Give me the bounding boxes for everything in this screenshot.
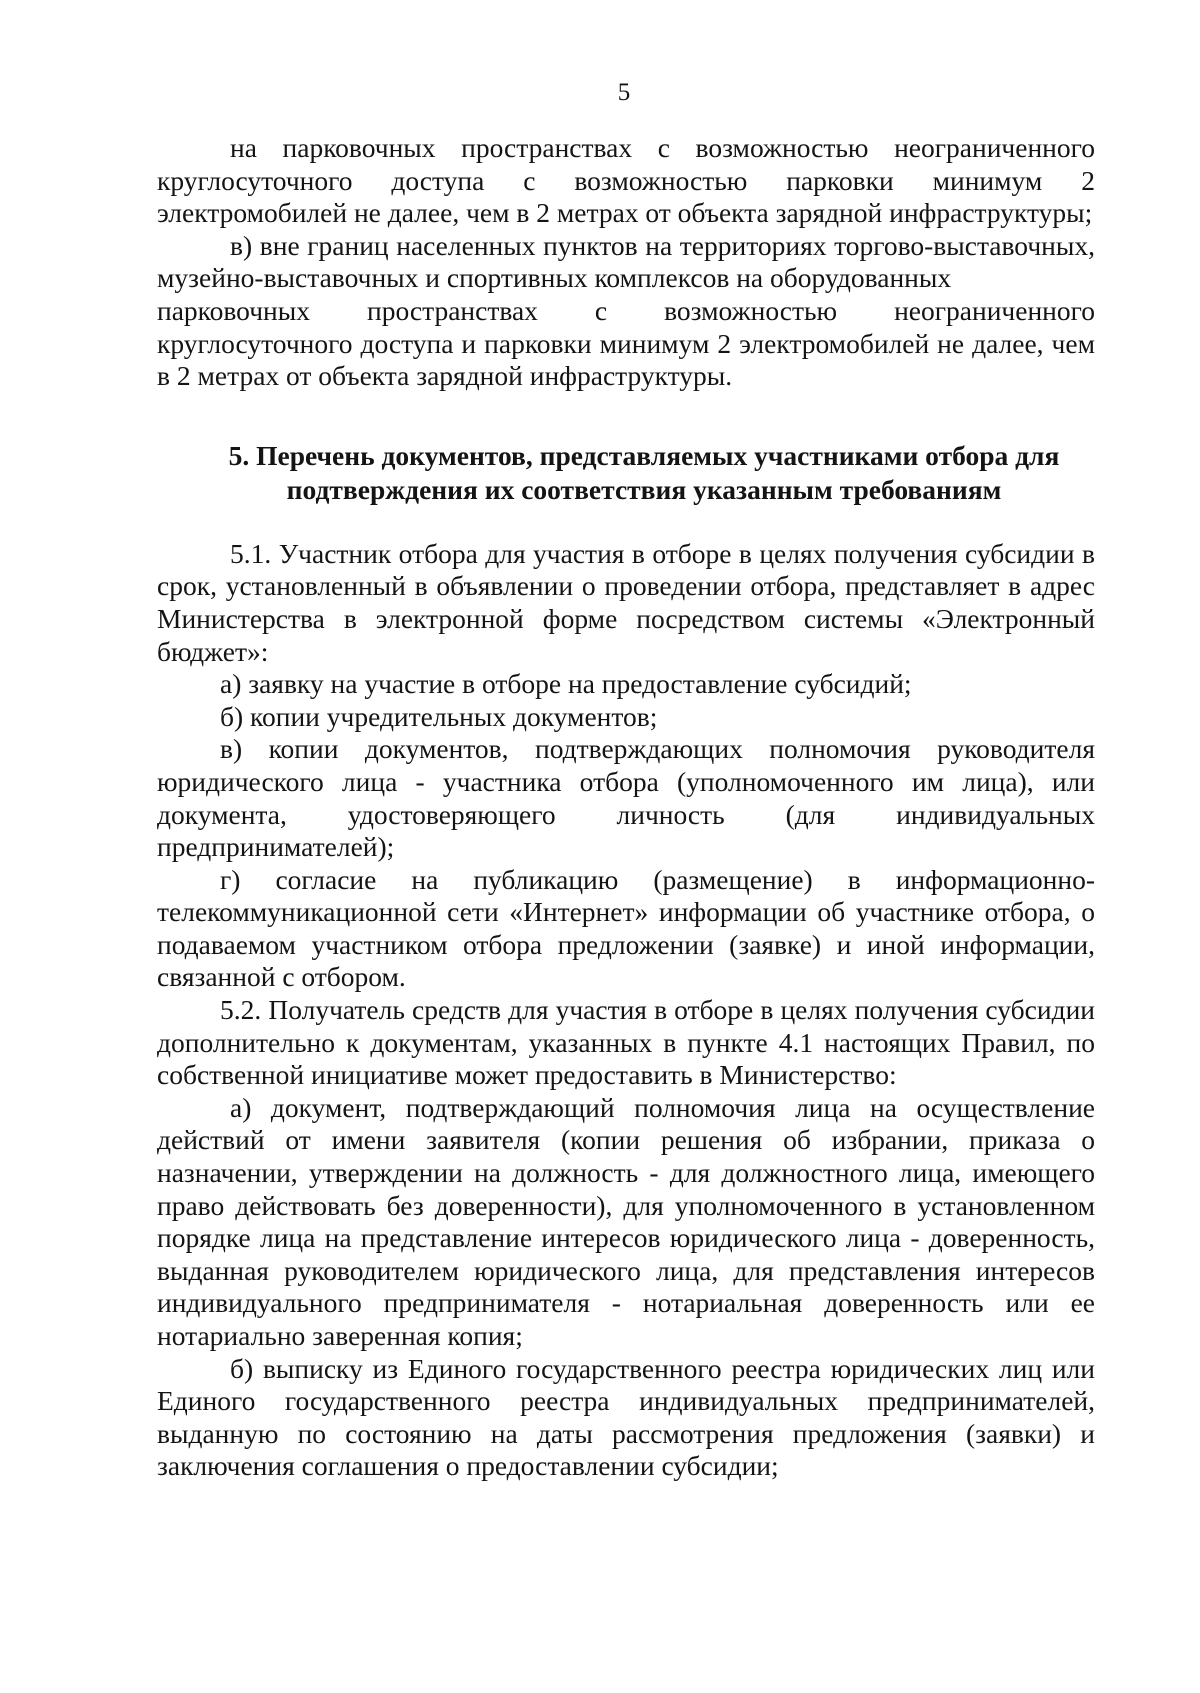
paragraph-item-v-outside-settlements: в) вне границ населенных пунктов на территориях торгово-выставочных, музейно-выставочных и спортивных комплексов на оборудованных — [157, 229, 1095, 294]
page-number: 5 — [617, 79, 631, 106]
section-heading — [157, 439, 1095, 507]
list-item-b-founding-documents: б) копии учредительных документов; — [220, 700, 658, 732]
list-item-a-authority-document: а) документ, подтверждающий полномочия лица на осуществление действий от имени заявителя (копии решения об избрании, приказа о назначении, утверждении на должность - для должностного лица, имеющего право действовать без доверенности), для уполномоченного в установленном порядке лица на представление интересов юридического лица - доверенность, выданная руководителем юридического лица, для представления интересов индивидуального предпринимателя - нотариальная доверенность или ее нотариально заверенная копия; — [157, 1091, 1095, 1351]
paragraph-parking-spaces: парковочных пространствах с возможностью неограниченного круглосуточного доступа и парковки минимум 2 электромобилей не далее, чем в 2 метрах от объекта зарядной инфраструктуры. — [157, 294, 1095, 392]
list-item-a-application: а) заявку на участие в отборе на предоставление субсидий; — [220, 668, 912, 700]
section-heading-line-1: 5. Перечень документов, представляемых участниками отбора для — [228, 439, 1060, 471]
paragraph-5-1: 5.1. Участник отбора для участия в отборе в целях получения субсидии в срок, установленный в объявлении о проведении отбора, представляет в адрес Министерства в электронной форме посредством системы «Электронный бюджет»: — [157, 537, 1095, 667]
list-item-g-publication-consent: г) согласие на публикацию (размещение) в информационно-телекоммуникационной сети «Интернет» информации об участнике отбора, о подаваемом участником отбора предложении (заявке) и иной информации, связанной с отбором. — [157, 863, 1095, 993]
list-item-b-registry-extract: б) выписку из Единого государственного реестра юридических лиц или Единого государственного реестра индивидуальных предпринимателей, выданную по состоянию на даты рассмотрения предложения (заявки) и заключения соглашения о предоставлении субсидии; — [157, 1352, 1095, 1482]
document-body — [157, 132, 1095, 1483]
paragraph-parking-continuation: на парковочных пространствах с возможностью неограниченного круглосуточного доступа с возможностью парковки минимум 2 электромобилей не далее, чем в 2 метрах от объекта зарядной инфраструктуры; — [157, 132, 1095, 229]
list-item-v-authority-documents: в) копии документов, подтверждающих полномочия руководителя юридического лица - участника отбора (уполномоченного им лица), или документа, удостоверяющего личность (для индивидуальных предпринимателей); — [157, 733, 1095, 863]
section-heading-line-2: подтверждения их соответствия указанным требованиям — [286, 473, 1002, 505]
paragraph-5-2: 5.2. Получатель средств для участия в отборе в целях получения субсидии дополнительно к документам, указанных в пункте 4.1 настоящих Правил, по собственной инициативе может предоставить в Министерство: — [157, 994, 1095, 1091]
